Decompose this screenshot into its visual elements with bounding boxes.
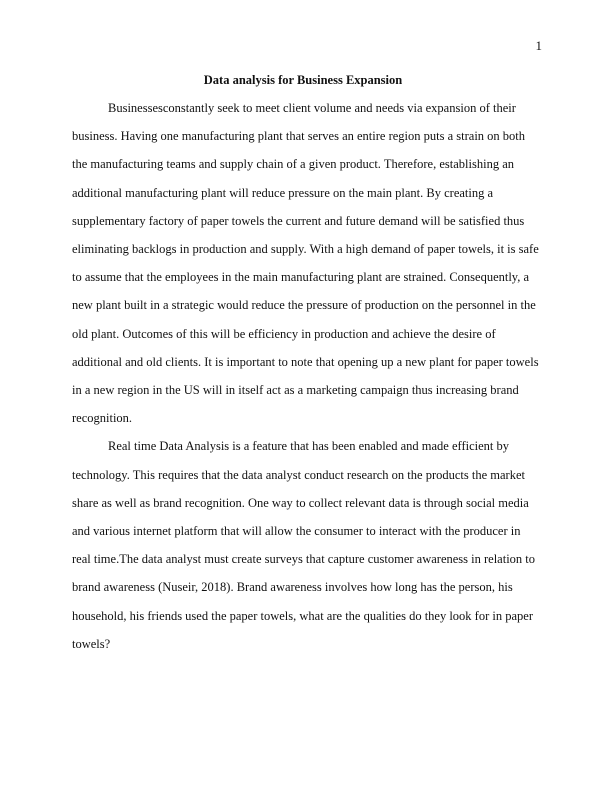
document-title: Data analysis for Business Expansion <box>203 73 403 87</box>
paragraph-2: Real time Data Analysis is a feature that has been enabled and made efficient by technology. This requires that the data analyst conduct research on the products the market share as well as brand recognition. One way to collect relevant data is through social media and various internet platform that will allow the consumer to interact with the producer in real time.The data analyst must create surveys that capture customer awareness in relation to brand awareness (Nuseir, 2018). Brand awareness involves how long has the person, his household, his friends used the paper towels, what are the qualities do they look for in paper towels? <box>72 439 536 651</box>
page-number: 1 <box>535 38 542 53</box>
paragraph-1: Businessesconstantly seek to meet client volume and needs via expansion of their business. Having one manufacturing plant that serves an entire region puts a strain on both the manufacturing teams and supply chain of a given product. Therefore, establishing an additional manufacturing plant will reduce pressure on the main plant. By creating a supplementary factory of paper towels the current and future demand will be satisfied thus eliminating backlogs in production and supply. With a high demand of paper towels, it is safe to assume that the employees in the main manufacturing plant are strained. Consequently, a new plant built in a strategic would reduce the pressure of production on the personnel in the old plant. Outcomes of this will be efficiency in production and achieve the desire of additional and old clients. It is important to note that opening up a new plant for paper towels in a new region in the US will in itself act as a marketing campaign thus increasing brand recognition. <box>72 101 539 426</box>
document-body <box>72 94 540 658</box>
